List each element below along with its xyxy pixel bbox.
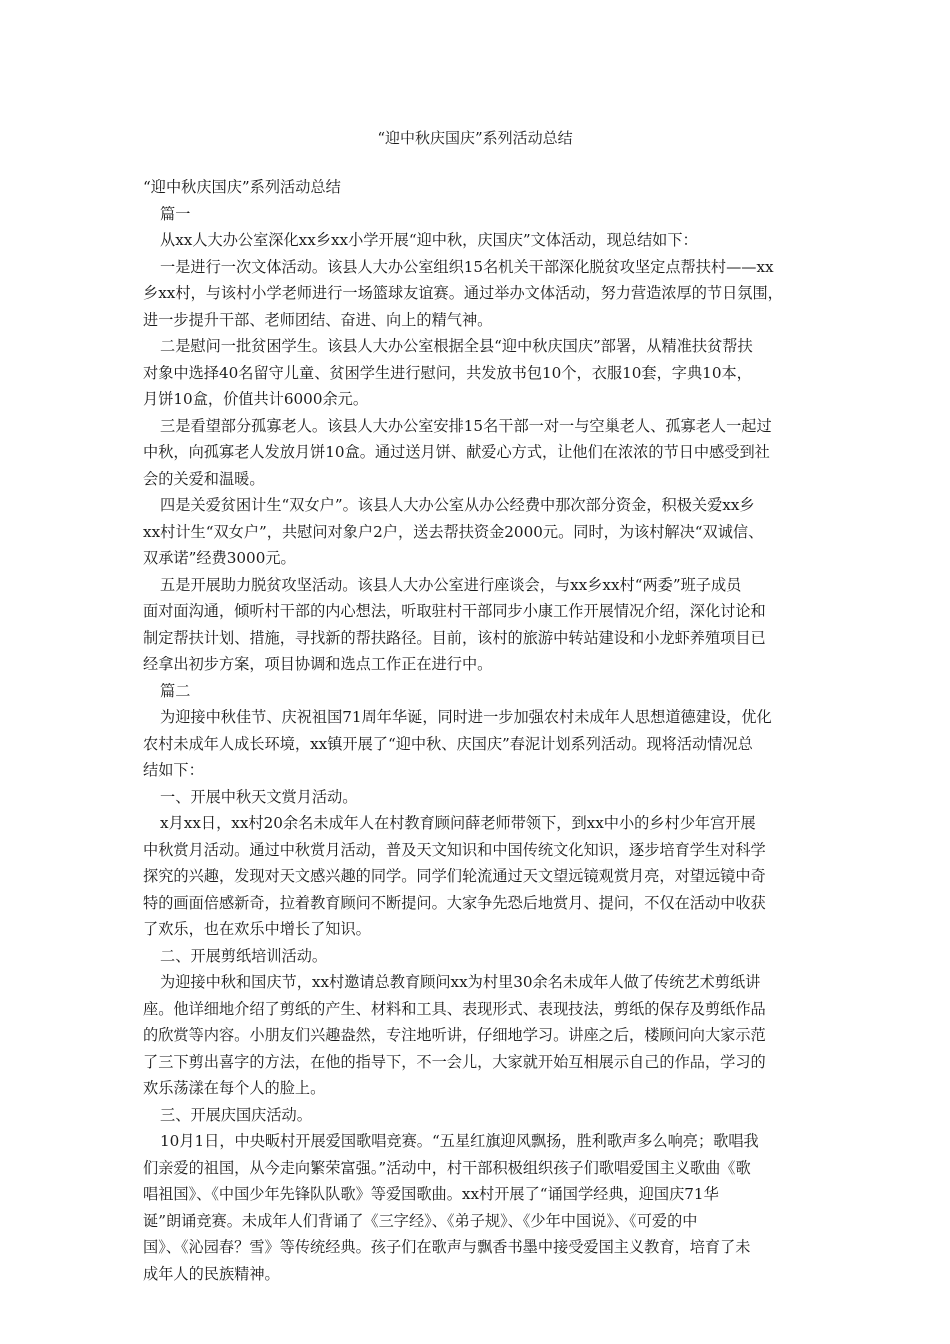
text-line: 二是慰问一批贫困学生。该县人大办公室根据全县“迎中秋庆国庆”部署，从精准扶贫帮扶	[160, 337, 753, 355]
text-line: 会的关爱和温暖。	[143, 469, 265, 488]
text-line: 结如下：	[143, 761, 204, 779]
text-line: 国》、《沁园春？雪》等传统经典。孩子们在歌声与飘香书墨中接受爱国主义教育，培育了未	[143, 1238, 751, 1256]
text-line: 诞”朗诵竞赛。未成年人们背诵了《三字经》、《弟子规》、《少年中国说》、《可爱的中	[143, 1211, 698, 1230]
text-line: 三是看望部分孤寡老人。该县人大办公室安排15名干部一对一与空巢老人、孤寡老人一起过	[160, 416, 772, 435]
text-line: 乡xx村，与该村小学老师进行一场篮球友谊赛。通过举办文体活动，努力营造浓厚的节日氛围，	[143, 284, 783, 302]
text-line: 们亲爱的祖国，从今走向繁荣富强。”活动中，村干部积极组织孩子们歌唱爱国主义歌曲《歌	[143, 1158, 751, 1177]
text-line: 篇二	[160, 681, 191, 700]
text-line: 特的画面倍感新奇，拉着教育顾问不断提问。大家争先恐后地赏月、提问，不仅在活动中收获	[143, 893, 766, 912]
text-line: 的欣赏等内容。小朋友们兴趣盎然，专注地听讲，仔细地学习。讲座之后，楼顾问向大家示范	[143, 1026, 766, 1044]
document-title: “迎中秋庆国庆”系列活动总结	[377, 129, 573, 147]
text-line: 欢乐荡漾在每个人的脸上。	[143, 1079, 326, 1097]
text-line: 中秋赏月活动。通过中秋赏月活动，普及天文知识和中国传统文化知识，逐步培育学生对科学	[143, 840, 766, 859]
text-line: 为迎接中秋和国庆节，xx村邀请总教育顾问xx为村里30余名未成年人做了传统艺术剪纸讲	[160, 973, 761, 991]
text-line: 中秋，向孤寡老人发放月饼10盒。通过送月饼、献爱心方式，让他们在浓浓的节日中感受到社	[143, 443, 770, 461]
text-line: 双承诺”经费3000元。	[143, 549, 296, 567]
text-line: 五是开展助力脱贫攻坚活动。该县人大办公室进行座谈会，与xx乡xx村“两委”班子成员	[160, 575, 742, 594]
text-line: 一是进行一次文体活动。该县人大办公室组织15名机关干部深化脱贫攻坚定点帮扶村——xx	[160, 257, 774, 276]
text-line: 成年人的民族精神。	[143, 1264, 280, 1283]
text-line: 10月1日，中央畈村开展爱国歌唱竞赛。“五星红旗迎风飘扬，胜利歌声多么响亮；歌唱我	[160, 1132, 759, 1150]
text-line: 了三下剪出喜字的方法，在他的指导下，不一会儿，大家就开始互相展示自己的作品，学习的	[143, 1052, 766, 1071]
text-line: 进一步提升干部、老师团结、奋进、向上的精气神。	[143, 310, 493, 329]
text-line: xx村计生“双女户”，共慰问对象户2户，送去帮扶资金2000元。同时，为该村解决“双诚信、	[143, 522, 764, 541]
text-line: 一、开展中秋天文赏月活动。	[160, 787, 358, 806]
text-line: 经拿出初步方案，项目协调和选点工作正在进行中。	[143, 655, 493, 673]
text-line: x月xx日，xx村20余名未成年人在村教育顾问薛老师带领下，到xx中小的乡村少年宫开展	[160, 814, 756, 832]
document-body	[143, 174, 815, 1287]
text-line: 农村未成年人成长环境，xx镇开展了“迎中秋、庆国庆”春泥计划系列活动。现将活动情况总	[143, 734, 753, 753]
text-line: 二、开展剪纸培训活动。	[160, 946, 328, 965]
text-line: “迎中秋庆国庆”系列活动总结	[143, 178, 341, 196]
text-line: 对象中选择40名留守儿童、贫困学生进行慰问，共发放书包10个，衣服10套，字典10本，	[143, 363, 752, 382]
text-line: 三、开展庆国庆活动。	[160, 1105, 312, 1124]
text-line: 面对面沟通，倾听村干部的内心想法，听取驻村干部同步小康工作开展情况介绍，深化讨论和	[143, 602, 766, 620]
text-line: 探究的兴趣，发现对天文感兴趣的同学。同学们轮流通过天文望远镜观赏月亮，对望远镜中奇	[143, 867, 766, 885]
text-line: 为迎接中秋佳节、庆祝祖国71周年华诞，同时进一步加强农村未成年人思想道德建设，优化	[160, 708, 772, 726]
text-line: 唱祖国》、《中国少年先锋队队歌》等爱国歌曲。xx村开展了“诵国学经典，迎国庆71华	[143, 1185, 719, 1203]
text-line: 篇一	[160, 204, 191, 223]
text-line: 从xx人大办公室深化xx乡xx小学开展“迎中秋，庆国庆”文体活动，现总结如下：	[160, 231, 698, 249]
text-line: 月饼10盒，价值共计6000余元。	[143, 390, 369, 408]
text-line: 了欢乐，也在欢乐中增长了知识。	[143, 920, 371, 938]
text-line: 四是关爱贫困计生“双女户”。该县人大办公室从办公经费中那次部分资金，积极关爱xx乡	[160, 496, 755, 514]
text-line: 座。他详细地介绍了剪纸的产生、材料和工具、表现形式、表现技法，剪纸的保存及剪纸作品	[143, 999, 766, 1018]
text-line: 制定帮扶计划、措施，寻找新的帮扶路径。目前，该村的旅游中转站建设和小龙虾养殖项目已	[143, 628, 766, 647]
